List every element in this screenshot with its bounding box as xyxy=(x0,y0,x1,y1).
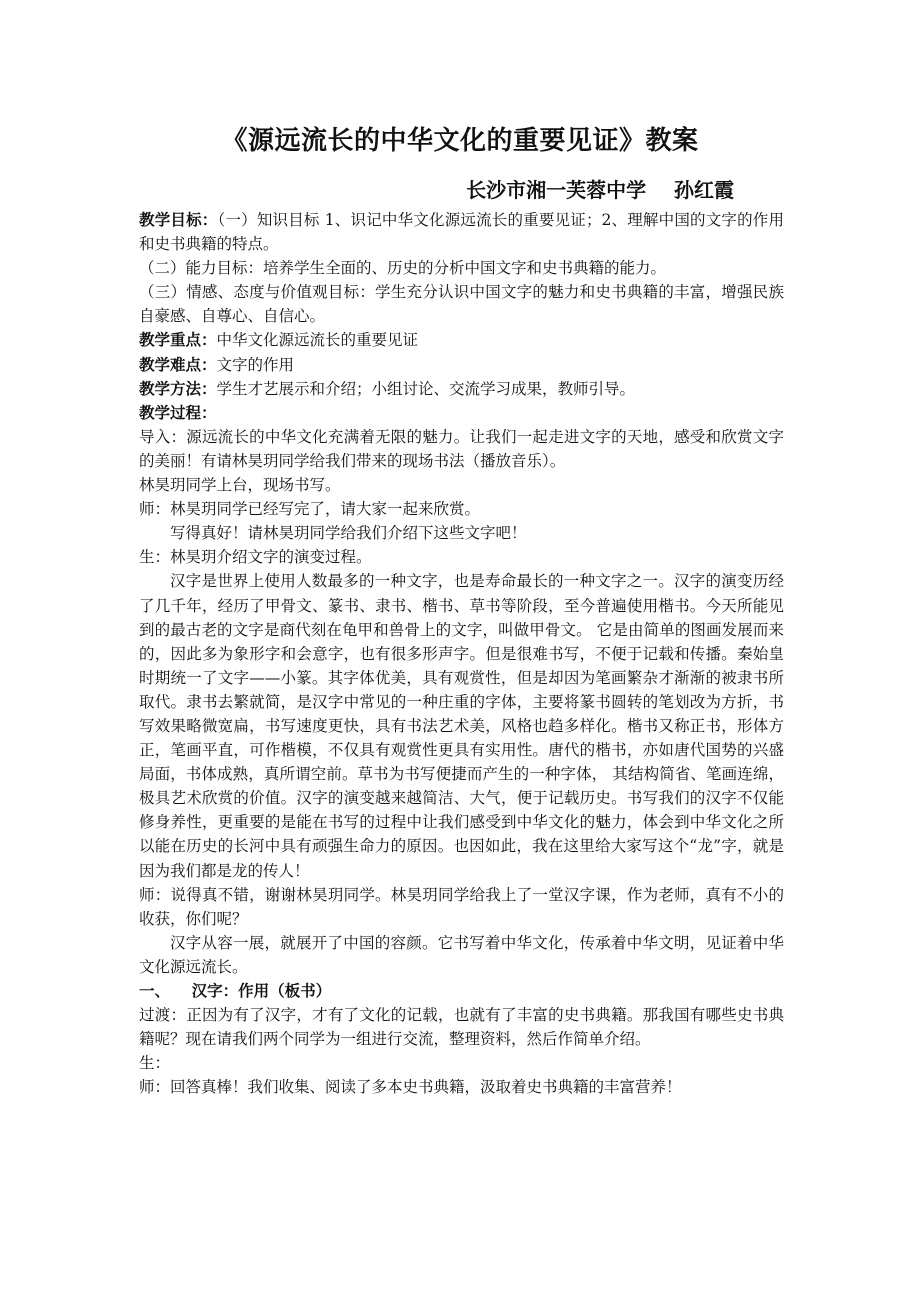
key-point xyxy=(139,328,784,352)
document-author: 长沙市湘一芙蓉中学 孙红霞 xyxy=(466,178,734,202)
student-line-2: 生： xyxy=(139,1054,171,1073)
difficulty-text: 文字的作用 xyxy=(216,355,295,374)
student-onstage: 林昊玥同学上台，现场书写。 xyxy=(139,476,341,495)
process-heading xyxy=(139,401,784,425)
objectives-ability: （二）能力目标：培养学生全面的、历史的分析中国文字和史书典籍的能力。 xyxy=(139,259,667,278)
difficulty xyxy=(139,353,784,377)
difficulty-label: 教学难点： xyxy=(139,355,217,374)
teacher-line-1: 师：林昊玥同学已经写完了，请大家一起来欣赏。 xyxy=(139,500,481,519)
section-heading: 一、 汉字：作用（板书） xyxy=(139,982,332,1000)
method-label: 教学方法： xyxy=(139,379,217,398)
key-point-text: 中华文化源远流长的重要见证 xyxy=(216,331,419,350)
script-evolution-paragraph: 汉字是世界上使用人数最多的一种文字，也是寿命最长的一种文字之一。汉字的演变历经了几千年，经历了甲骨文、篆书、隶书、楷书、草书等阶段，至今普遍使用楷书。今天所能见到的最古老的文字是商代刻在龟甲和兽骨上的文字，叫做甲骨文。 它是由简单的图画发展而来的，因此多为象形字和会意字，也有很多形声字。但是很难书写，不便于记载和传播。秦始皇时期统一了文字——小篆。其字体优美，具有观赏性，但是却因为笔画繁杂才渐渐的被隶书所取代。隶书去繁就简，是汉字中常见的一种庄重的字体，主要将篆书圆转的笔划改为方折，书写效果略微宽扁，书写速度更快，具有书法艺术美，风格也趋多样化。楷书又称正书，形体方正，笔画平直，可作楷模，不仅具有观赏性更具有实用性。唐代的楷书，亦如唐代国势的兴盛局面，书体成熟，真所谓空前。草书为书写便捷而产生的一种字体， 其结构简省、笔画连绵，极具艺术欣赏的价值。汉字的演变越来越简洁、大气，便于记载历史。书写我们的汉字不仅能修身养性，更重要的是能在书写的过程中让我们感受到中华文化的魅力，体会到中华文化之所以能在历史的长河中具有顽强生命力的原因。也因如此，我在这里给大家写这个“龙”字，就是因为我们都是龙的传人！ xyxy=(139,572,784,880)
method-text: 学生才艺展示和介绍；小组讨论、交流学习成果，教师引导。 xyxy=(216,379,636,398)
transition-paragraph: 过渡：正因为有了汉字，才有了文化的记载，也就有了丰富的史书典籍。那我国有哪些史书典籍呢？现在请我们两个同学为一组进行交流，整理资料，然后作简单介绍。 xyxy=(139,1006,784,1049)
method xyxy=(139,377,784,401)
teacher-line-4: 师：回答真棒！我们收集、阅读了多本史书典籍，汲取着史书典籍的丰富营养！ xyxy=(139,1078,682,1097)
document-title: 《源远流长的中华文化的重要见证》教案 xyxy=(221,126,699,156)
document-body xyxy=(139,208,784,1099)
objectives-label: 教学目标： xyxy=(139,211,218,229)
objectives-emotion: （三）情感、态度与价值观目标：学生充分认识中国文字的魅力和史书典籍的丰富，增强民族自豪感、自尊心、自信心。 xyxy=(139,283,784,326)
summary-paragraph: 汉字从容一展，就展开了中国的容颜。它书写着中华文化，传承着中华文明，见证着中华文化源远流长。 xyxy=(139,933,784,976)
key-point-label: 教学重点： xyxy=(139,331,217,350)
objectives-knowledge xyxy=(139,208,784,256)
objectives-knowledge-text: （一）知识目标 1、识记中华文化源远流长的重要见证；2、理解中国的文字的作用和史书典籍的特点。 xyxy=(139,211,784,254)
process-label: 教学过程： xyxy=(139,403,217,422)
student-line-1: 生：林昊玥介绍文字的演变过程。 xyxy=(139,548,372,567)
intro-paragraph: 导入：源远流长的中华文化充满着无限的魅力。让我们一起走进文字的天地，感受和欣赏文字的美丽！有请林昊玥同学给我们带来的现场书法（播放音乐）。 xyxy=(139,427,784,470)
teacher-line-2: 写得真好！请林昊玥同学给我们介绍下这些文字吧！ xyxy=(170,524,527,543)
teacher-line-3: 师：说得真不错，谢谢林昊玥同学。林昊玥同学给我上了一堂汉字课，作为老师，真有不小的收获，你们呢？ xyxy=(139,885,784,928)
